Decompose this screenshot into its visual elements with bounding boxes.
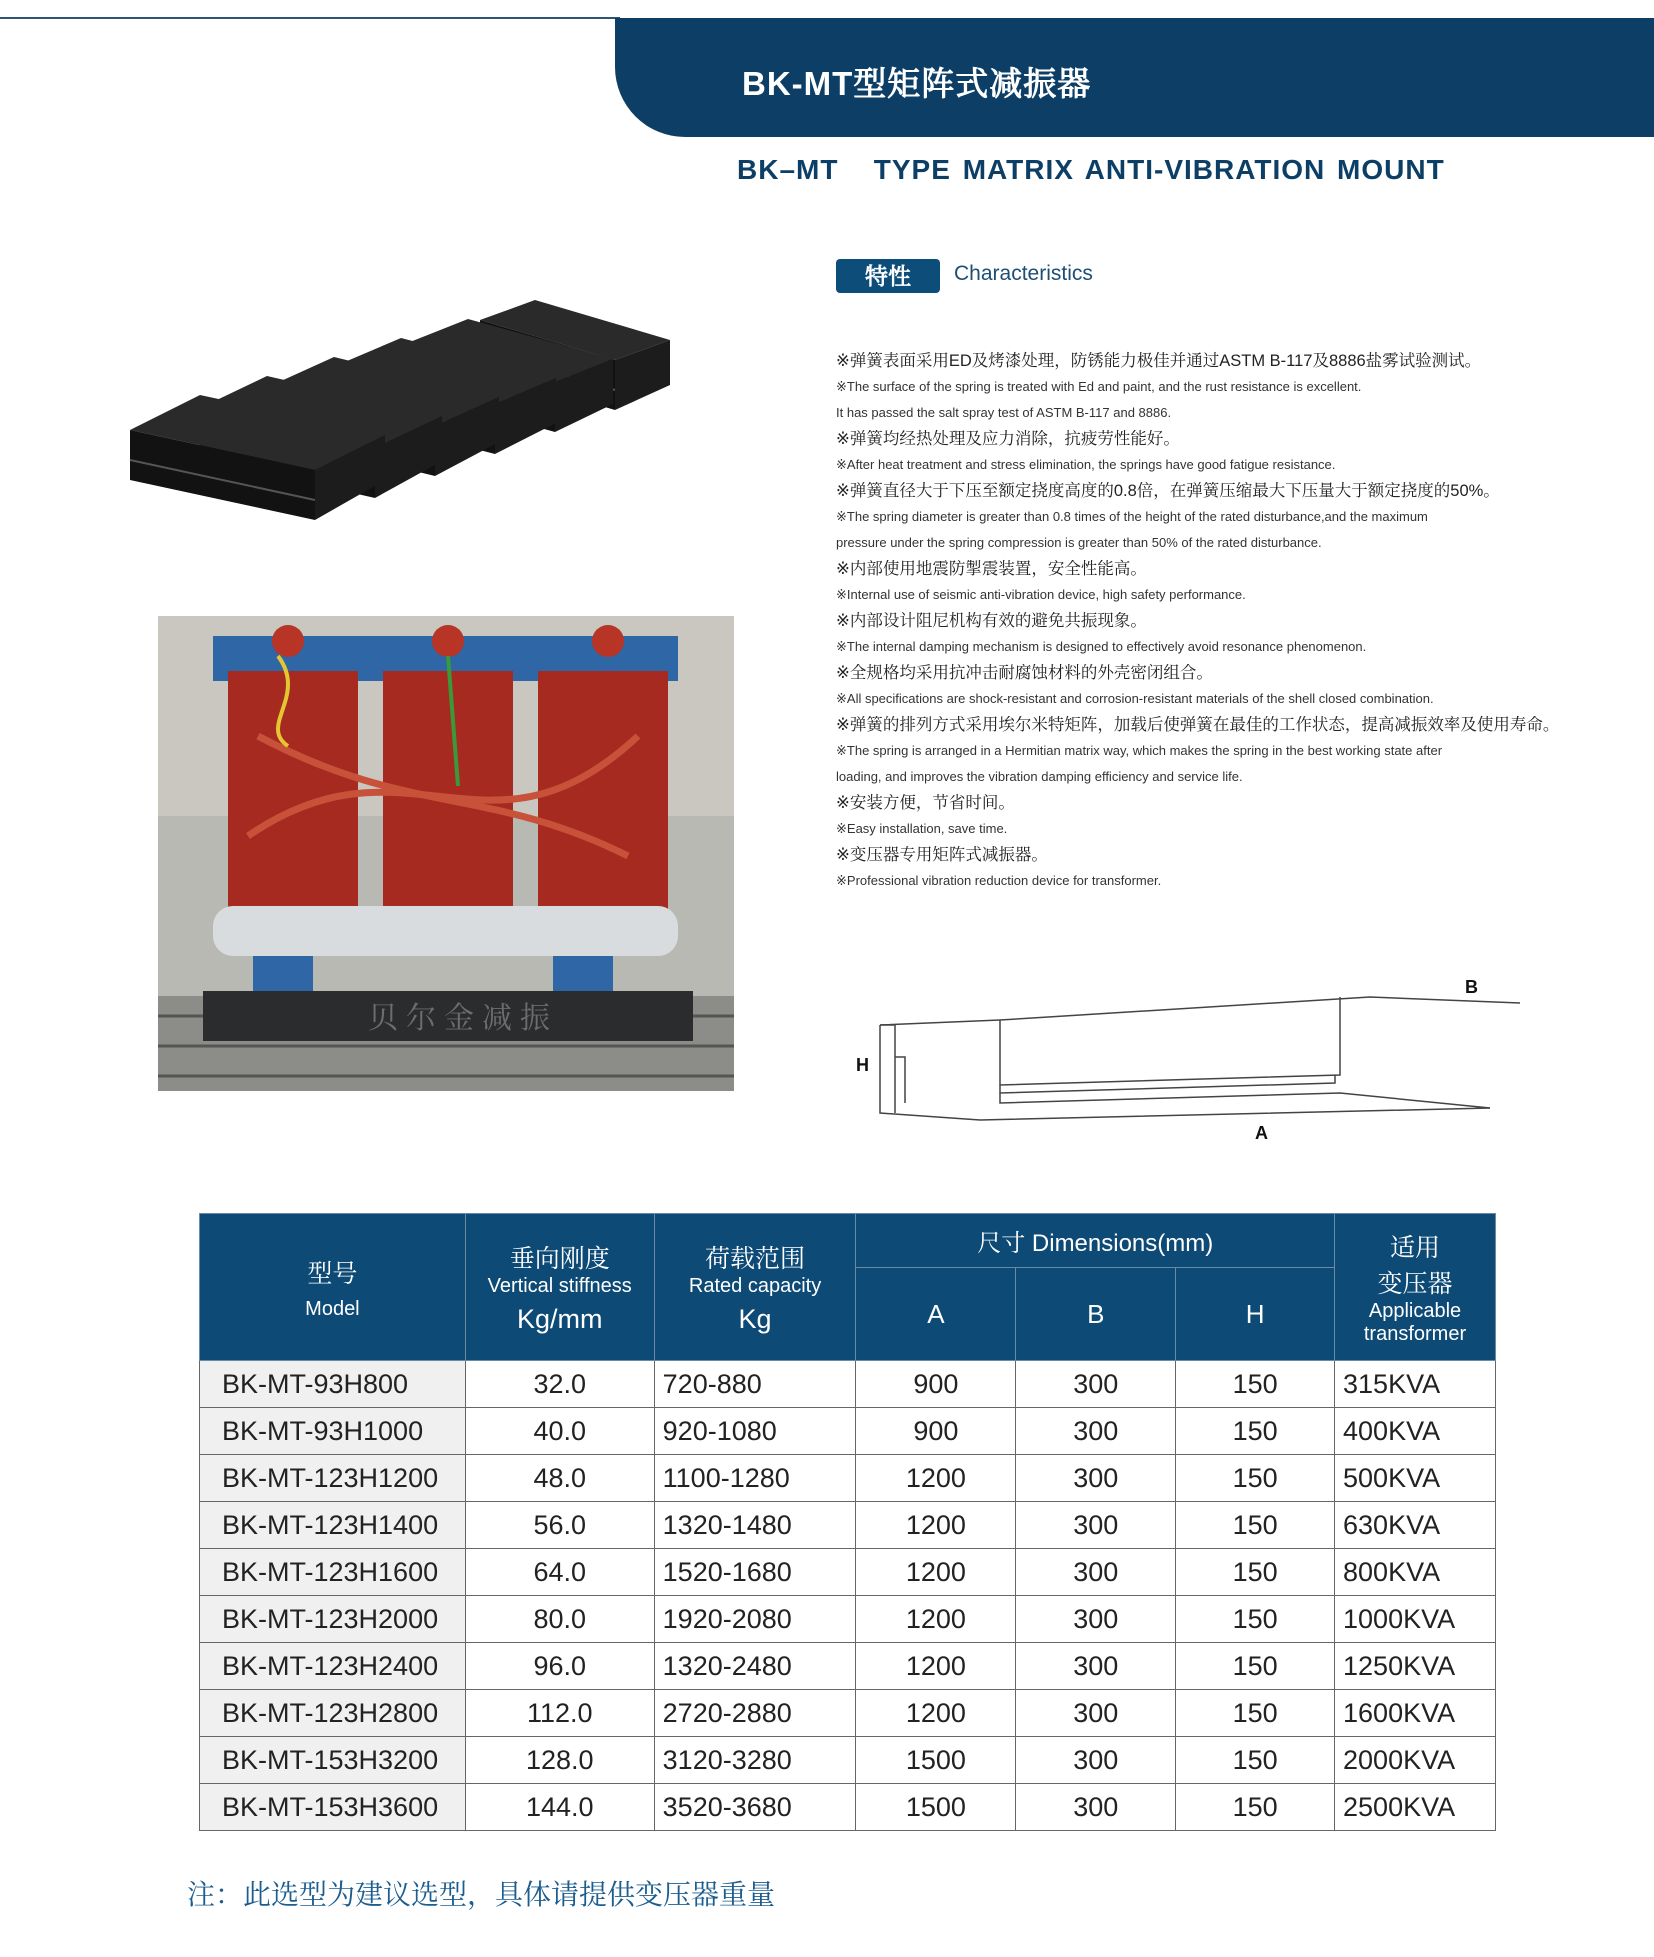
header-b: B (1016, 1268, 1176, 1361)
characteristic-line: loading, and improves the vibration damping efficiency and service life. (836, 769, 1243, 784)
cell-dim-b: 300 (1016, 1596, 1176, 1643)
cell-transformer: 800KVA (1335, 1549, 1496, 1596)
label-h: H (856, 1055, 869, 1075)
characteristics-list (836, 348, 1626, 894)
cell-capacity: 920-1080 (654, 1408, 856, 1455)
cell-dim-a: 900 (856, 1408, 1016, 1455)
header-h: H (1176, 1268, 1335, 1361)
cell-model: BK-MT-93H800 (200, 1361, 466, 1408)
characteristic-line: ※安装方便，节省时间。 (836, 794, 1015, 812)
characteristic-line: ※All specifications are shock-resistant and corrosion-resistant materials of the shell closed combination. (836, 691, 1434, 706)
page-title: BK-MT型矩阵式减振器 (742, 65, 1092, 102)
cell-model: BK-MT-123H2800 (200, 1690, 466, 1737)
table-row (200, 1455, 1496, 1502)
cell-dim-b: 300 (1016, 1455, 1176, 1502)
table-row (200, 1690, 1496, 1737)
cell-dim-h: 150 (1176, 1737, 1335, 1784)
characteristics-badge: 特性 (836, 259, 940, 293)
cell-dim-h: 150 (1176, 1596, 1335, 1643)
characteristic-line: ※内部使用地震防掣震装置，安全性能高。 (836, 560, 1147, 578)
cell-stiffness: 128.0 (465, 1737, 654, 1784)
cell-transformer: 2000KVA (1335, 1737, 1496, 1784)
cell-dim-h: 150 (1176, 1643, 1335, 1690)
cell-model: BK-MT-153H3200 (200, 1737, 466, 1784)
cell-dim-h: 150 (1176, 1784, 1335, 1831)
cell-dim-a: 900 (856, 1361, 1016, 1408)
cell-dim-b: 300 (1016, 1784, 1176, 1831)
cell-model: BK-MT-123H1400 (200, 1502, 466, 1549)
characteristic-line: pressure under the spring compression is greater than 50% of the rated disturbance. (836, 535, 1322, 550)
cell-dim-h: 150 (1176, 1502, 1335, 1549)
cell-transformer: 1250KVA (1335, 1643, 1496, 1690)
cell-dim-a: 1500 (856, 1784, 1016, 1831)
cell-dim-a: 1200 (856, 1643, 1016, 1690)
header-stiffness: 垂向刚度 Vertical stiffness Kg/mm (465, 1214, 654, 1361)
cell-transformer: 1600KVA (1335, 1690, 1496, 1737)
cell-stiffness: 64.0 (465, 1549, 654, 1596)
characteristic-line: ※弹簧表面采用ED及烤漆处理，防锈能力极佳并通过ASTM B-117及8886盐雾试验测试。 (836, 352, 1482, 370)
characteristic-line: ※The spring is arranged in a Hermitian matrix way, which makes the spring in the best working state after (836, 743, 1443, 758)
footnote: 注：此选型为建议选型，具体请提供变压器重量 (187, 1879, 776, 1910)
cell-capacity: 1320-2480 (654, 1643, 856, 1690)
cell-dim-a: 1200 (856, 1455, 1016, 1502)
characteristic-line: ※弹簧的排列方式采用埃尔米特矩阵，加载后使弹簧在最佳的工作状态，提高减振效率及使用寿命。 (836, 716, 1560, 734)
cell-model: BK-MT-93H1000 (200, 1408, 466, 1455)
cell-stiffness: 80.0 (465, 1596, 654, 1643)
table-row (200, 1784, 1496, 1831)
characteristic-line: It has passed the salt spray test of ASTM B-117 and 8886. (836, 405, 1172, 420)
header-dimensions: 尺寸 Dimensions(mm) (856, 1214, 1335, 1268)
table-row (200, 1643, 1496, 1690)
characteristic-line: ※弹簧直径大于下压至额定挠度高度的0.8倍，在弹簧压缩最大下压量大于额定挠度的50%。 (836, 482, 1500, 500)
cell-dim-b: 300 (1016, 1361, 1176, 1408)
cell-transformer: 400KVA (1335, 1408, 1496, 1455)
table-row (200, 1361, 1496, 1408)
cell-dim-a: 1200 (856, 1690, 1016, 1737)
cell-stiffness: 96.0 (465, 1643, 654, 1690)
mount-outline-drawing (850, 965, 1560, 1155)
characteristic-line: ※Easy installation, save time. (836, 821, 1008, 836)
specifications-table (199, 1213, 1496, 1831)
cell-model: BK-MT-123H1600 (200, 1549, 466, 1596)
cell-dim-b: 300 (1016, 1408, 1176, 1455)
cell-capacity: 1100-1280 (654, 1455, 856, 1502)
transformer-photo (158, 616, 734, 1091)
cell-stiffness: 40.0 (465, 1408, 654, 1455)
characteristic-line: ※Professional vibration reduction device for transformer. (836, 873, 1162, 888)
cell-dim-a: 1200 (856, 1549, 1016, 1596)
cell-model: BK-MT-123H1200 (200, 1455, 466, 1502)
cell-dim-h: 150 (1176, 1549, 1335, 1596)
characteristic-line: ※变压器专用矩阵式减振器。 (836, 846, 1048, 864)
table-row (200, 1596, 1496, 1643)
cell-stiffness: 144.0 (465, 1784, 654, 1831)
cell-transformer: 630KVA (1335, 1502, 1496, 1549)
characteristic-line: ※Internal use of seismic anti-vibration device, high safety performance. (836, 587, 1246, 602)
header-model: 型号 Model (200, 1214, 466, 1361)
cell-model: BK-MT-153H3600 (200, 1784, 466, 1831)
characteristic-line: ※After heat treatment and stress elimination, the springs have good fatigue resistance. (836, 457, 1336, 472)
cell-stiffness: 112.0 (465, 1690, 654, 1737)
cell-model: BK-MT-123H2400 (200, 1643, 466, 1690)
cell-dim-h: 150 (1176, 1361, 1335, 1408)
cell-capacity: 720-880 (654, 1361, 856, 1408)
cell-transformer: 315KVA (1335, 1361, 1496, 1408)
characteristic-line: ※内部设计阻尼机构有效的避免共振现象。 (836, 612, 1147, 630)
cell-dim-a: 1500 (856, 1737, 1016, 1784)
cell-stiffness: 32.0 (465, 1361, 654, 1408)
cell-capacity: 3520-3680 (654, 1784, 856, 1831)
cell-dim-b: 300 (1016, 1643, 1176, 1690)
dimension-diagram (850, 965, 1560, 1160)
characteristic-line: ※The spring diameter is greater than 0.8 times of the height of the rated disturbance,and the maximum (836, 509, 1428, 524)
page-subtitle: BK–MT TYPE MATRIX ANTI-VIBRATION MOUNT (737, 154, 1445, 185)
table-row (200, 1408, 1496, 1455)
label-a: A (1255, 1123, 1268, 1143)
header-a: A (856, 1268, 1016, 1361)
svg-text:贝尔金减振: 贝尔金减振 (368, 1001, 558, 1036)
cell-stiffness: 56.0 (465, 1502, 654, 1549)
cell-capacity: 2720-2880 (654, 1690, 856, 1737)
cell-dim-b: 300 (1016, 1737, 1176, 1784)
cell-model: BK-MT-123H2000 (200, 1596, 466, 1643)
rubber-pads-image (120, 290, 760, 530)
table-row (200, 1502, 1496, 1549)
table-row (200, 1737, 1496, 1784)
cell-dim-b: 300 (1016, 1690, 1176, 1737)
cell-capacity: 1520-1680 (654, 1549, 856, 1596)
label-b: B (1465, 977, 1478, 997)
cell-dim-b: 300 (1016, 1549, 1176, 1596)
cell-dim-h: 150 (1176, 1455, 1335, 1502)
cell-capacity: 3120-3280 (654, 1737, 856, 1784)
cell-capacity: 1320-1480 (654, 1502, 856, 1549)
cell-dim-h: 150 (1176, 1408, 1335, 1455)
cell-transformer: 2500KVA (1335, 1784, 1496, 1831)
cell-dim-a: 1200 (856, 1596, 1016, 1643)
characteristic-line: ※弹簧均经热处理及应力消除，抗疲劳性能好。 (836, 430, 1180, 448)
table-row (200, 1549, 1496, 1596)
cell-stiffness: 48.0 (465, 1455, 654, 1502)
cell-dim-h: 150 (1176, 1690, 1335, 1737)
cell-transformer: 1000KVA (1335, 1596, 1496, 1643)
cell-transformer: 500KVA (1335, 1455, 1496, 1502)
cell-dim-a: 1200 (856, 1502, 1016, 1549)
characteristic-line: ※The internal damping mechanism is designed to effectively avoid resonance phenomenon. (836, 639, 1367, 654)
header-transformer: 适用 变压器 Applicable transformer (1335, 1214, 1496, 1361)
cell-dim-b: 300 (1016, 1502, 1176, 1549)
header-capacity: 荷载范围 Rated capacity Kg (654, 1214, 856, 1361)
characteristic-line: ※全规格均采用抗冲击耐腐蚀材料的外壳密闭组合。 (836, 664, 1213, 682)
top-divider-line (0, 17, 620, 19)
cell-capacity: 1920-2080 (654, 1596, 856, 1643)
characteristic-line: ※The surface of the spring is treated with Ed and paint, and the rust resistance is excellent. (836, 379, 1362, 394)
characteristics-label: Characteristics (954, 262, 1093, 285)
